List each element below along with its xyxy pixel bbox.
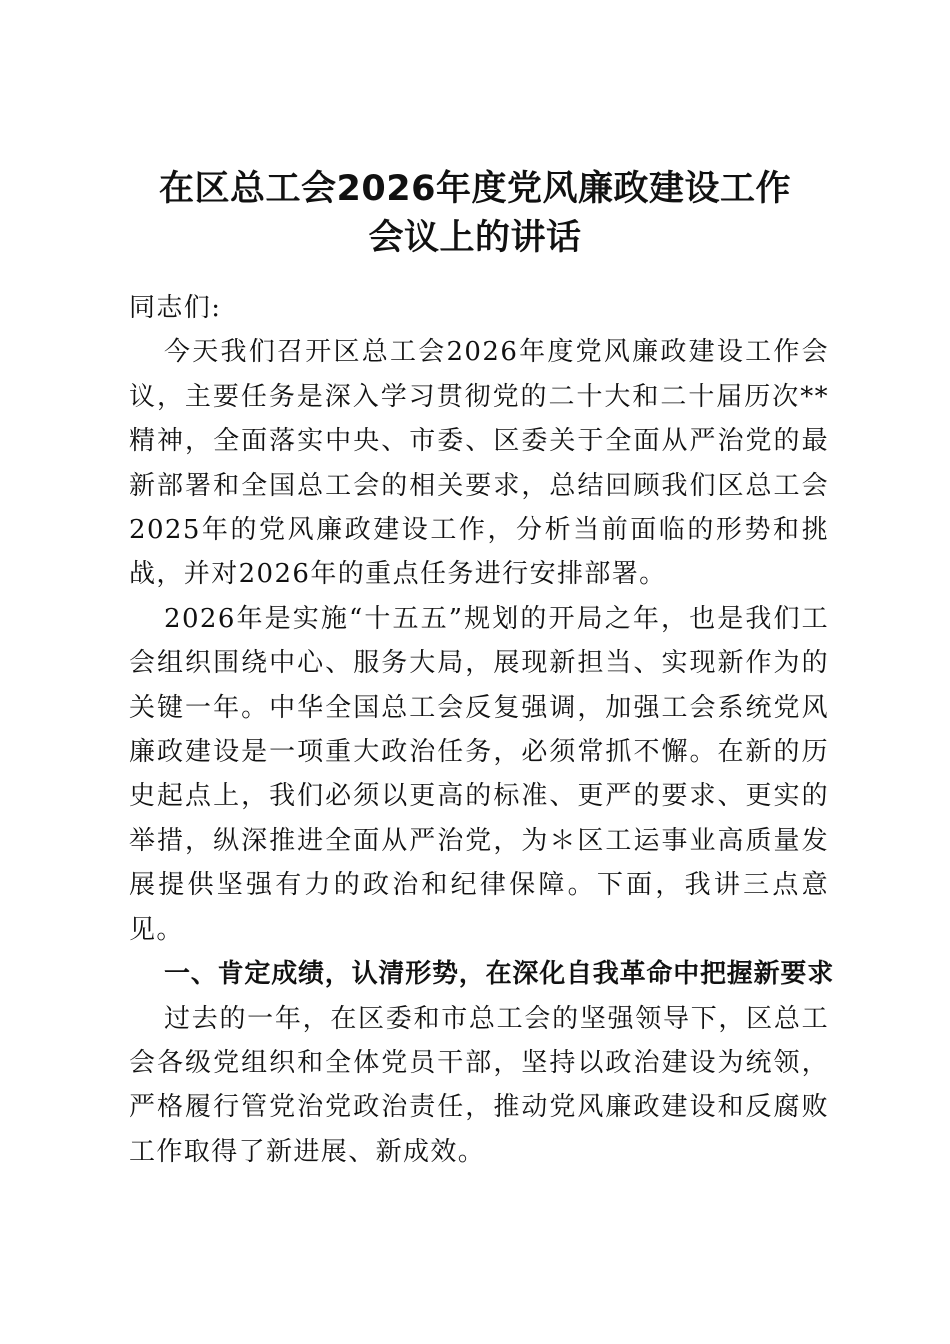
paragraph-intro: 今天我们召开区总工会2026年度党风廉政建设工作会议，主要任务是深入学习贯彻党的二十大和二十届历次**精神，全面落实中央、市委、区委关于全面从严治党的最新部署和全国总工会的相关要求，总结回顾我们区总工会2025年的党风廉政建设工作，分析当前面临的形势和挑战，并对2026年的重点任务进行安排部署。 — [129, 337, 829, 590]
title-line-1: 在区总工会2026年度党风廉政建设工作 — [159, 169, 791, 209]
title-line-2: 会议上的讲话 — [368, 218, 582, 258]
paragraph-review: 过去的一年，在区委和市总工会的坚强领导下，区总工会各级党组织和全体党员干部，坚持以政治建设为统领，严格履行管党治党政治责任，推动党风廉政建设和反腐败工作取得了新进展、新成效。 — [129, 1003, 829, 1167]
salutation: 同志们: — [129, 293, 222, 323]
section-heading-1: 一、肯定成绩，认清形势，在深化自我革命中把握新要求 — [164, 959, 835, 990]
paragraph-context: 2026年是实施“十五五”规划的开局之年，也是我们工会组织围绕中心、服务大局，展现新担当、实现新作为的关键一年。中华全国总工会反复强调，加强工会系统党风廉政建设是一项重大政治任务，必须常抓不懈。在新的历史起点上，我们必须以更高的标准、更严的要求、更实的举措，纵深推进全面从严治党，为＊区工运事业高质量发展提供坚强有力的政治和纪律保障。下面，我讲三点意见。 — [129, 603, 829, 945]
document-body — [129, 286, 835, 1174]
document-title — [110, 165, 840, 263]
